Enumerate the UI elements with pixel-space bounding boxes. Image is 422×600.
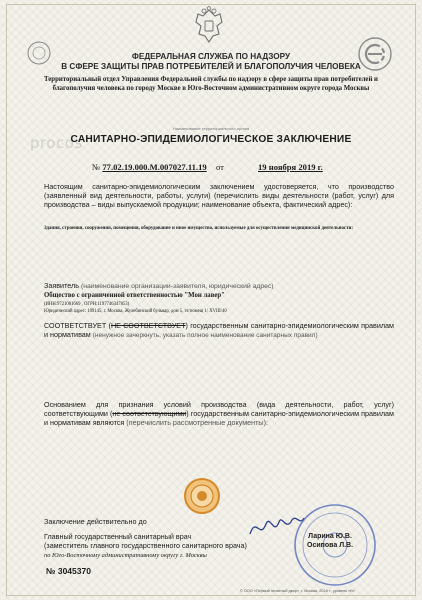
signer-name-2: Осипова Л.В. (307, 542, 354, 549)
document-number-row (92, 162, 323, 172)
agency-line-2: В СФЕРЕ ЗАЩИТЫ ПРАВ ПОТРЕБИТЕЛЕЙ И БЛАГОПОЛУЧИЯ ЧЕЛОВЕКА (61, 62, 361, 71)
compliance-caption: (ненужное зачеркнуть, указать полное наименование санитарных правил) (92, 332, 318, 340)
watermark-text: procos (30, 134, 83, 152)
chief-title-line-2: (заместитель главного государственного санитарного врача) (44, 541, 247, 550)
valid-until-label: Заключение действительно до (44, 517, 147, 526)
basis-lead: Основанием для признания условий производства (вида деятельности, работ, услуг) соответствующими ( (44, 400, 394, 419)
basis-rest: ) государственным санитарно-эпидемиологическим правилам и нормативам являются (44, 409, 394, 428)
document-title: САНИТАРНО-ЭПИДЕМИОЛОГИЧЕСКОЕ ЗАКЛЮЧЕНИЕ (70, 134, 352, 145)
activity-description: Здания, строения, сооружения, помещения, оборудование и иное имущество, используемые для осуществления медицинской деятельности: (44, 226, 353, 231)
date-from-label: от (216, 162, 224, 172)
chief-title-line-3: по Юго-Восточному административному округу г. Москвы (44, 552, 207, 559)
agency-name (0, 52, 422, 72)
applicant-org-details (44, 302, 227, 316)
basis-caption: (перечислить рассмотренные документы): (126, 418, 268, 428)
number-prefix: № (92, 162, 101, 172)
intro-paragraph: Настоящим санитарно-эпидемиологическим заключением удостоверяется, что производство (заявленный вид деятельности, работы, услуги) (перечислить виды деятельности (работ, услуг) для производства – виды выпускаемой продукции; наименование объекта, фактический адрес): (44, 182, 394, 210)
signer-names (307, 532, 353, 550)
applicant-label: Заявитель (44, 281, 79, 290)
applicant-org-address: Юридический адрес: 109145, г. Москва, Жулебинский бульвар, дом 5, эт/помещ 1/ ХVIII/40 (44, 308, 227, 314)
applicant-org-name: Общество с ограниченной ответственностью "Мон лавер" (44, 292, 225, 299)
signer-name-1: Ларина Ю.В. (308, 533, 352, 540)
basis-paragraph (44, 400, 394, 428)
compliance-struck: НЕ СООТВЕТСТВУЕТ (110, 321, 186, 330)
compliance-lead: СООТВЕТСТВУЕТ ( (44, 321, 111, 330)
document-number: 77.02.19.000.М.007027.11.19 (102, 162, 207, 172)
agency-line-1: ФЕДЕРАЛЬНАЯ СЛУЖБА ПО НАДЗОРУ (131, 52, 291, 61)
chief-doctor-title (44, 532, 247, 550)
basis-struck: не соответствующими (112, 409, 187, 419)
applicant-org-ids: (ИНН:9721081669 , ОГРН:1197746347853) (44, 302, 130, 307)
printer-imprint: © ООО «Первый печатный двор», г. Москва, 2018 г., уровень «В» (240, 589, 355, 593)
state-emblem-icon (192, 6, 226, 46)
document-date: 19 ноября 2019 г. (258, 162, 323, 172)
compliance-rest: ) государственным санитарно-эпидемиологическим правилам и нормативам (44, 321, 394, 340)
applicant-caption: (наименование организации-заявителя, юридический адрес) (80, 283, 274, 290)
form-serial-number: № 3045370 (46, 566, 91, 576)
chief-title-line-1: Главный государственный санитарный врач (44, 532, 192, 541)
department-name: Территориальный отдел Управления Федеральной службы по надзору в сфере защиты прав потребителей и благополучия человека по городу Москве в Юго-Восточном административном округе города Москвы (44, 76, 378, 92)
compliance-paragraph (44, 321, 394, 340)
applicant-label-row (44, 281, 274, 290)
official-seal-icon (182, 476, 222, 516)
department-caption: Наименование территориального органа (172, 126, 250, 131)
